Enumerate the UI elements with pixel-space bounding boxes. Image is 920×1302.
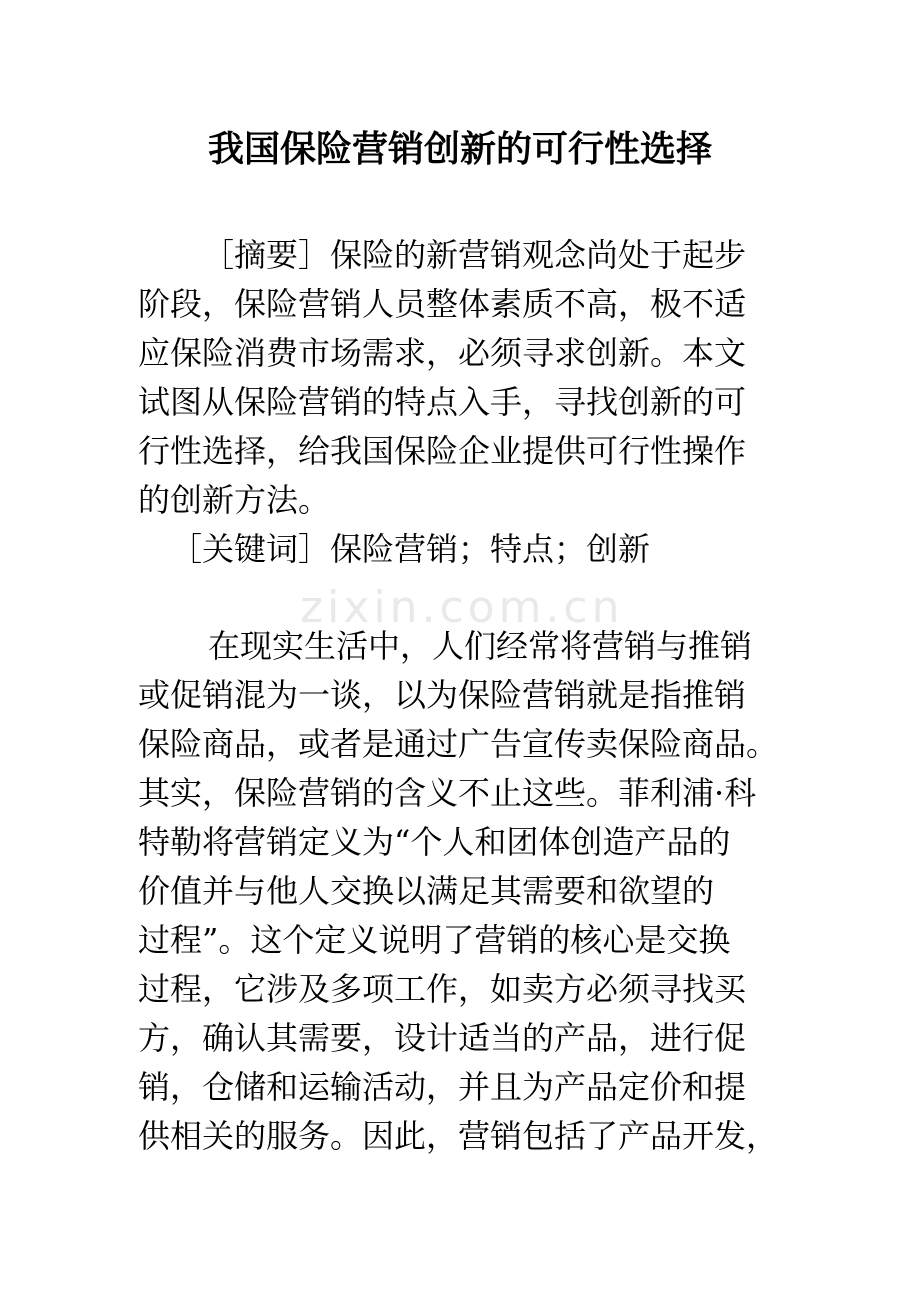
abstract-line: ［摘要］保险的新营销观念尚处于起步 — [202, 236, 747, 274]
document-title: 我国保险营销创新的可行性选择 — [207, 128, 712, 170]
body-line: 销，仓储和运输活动，并且为产品定价和提 — [138, 1068, 747, 1106]
body-line: 供相关的服务。因此，营销包括了产品开发， — [138, 1117, 779, 1155]
body-line: 方，确认其需要，设计适当的产品，进行促 — [138, 1019, 747, 1057]
body-line: 在现实生活中，人们经常将营销与推销 — [208, 627, 753, 665]
body-line: 保险商品，或者是通过广告宣传卖保险商品。 — [138, 725, 779, 763]
keywords-line: ［关键词］保险营销；特点；创新 — [170, 530, 651, 568]
body-line: 过程，它涉及多项工作，如卖方必须寻找买 — [138, 970, 747, 1008]
watermark-text: zixin.com.cn — [300, 582, 624, 633]
abstract-line: 应保险消费市场需求，必须寻求创新。本文 — [138, 334, 747, 372]
body-line: 价值并与他人交换以满足其需要和欲望的 — [138, 872, 715, 910]
abstract-line: 试图从保险营销的特点入手，寻找创新的可 — [138, 383, 747, 421]
abstract-line: 的创新方法。 — [138, 481, 331, 519]
body-line: 过程”。这个定义说明了营销的核心是交换 — [138, 921, 731, 959]
body-line: 或促销混为一谈，以为保险营销就是指推销 — [138, 676, 747, 714]
abstract-line: 阶段，保险营销人员整体素质不高，极不适 — [138, 285, 747, 323]
body-line: 特勒将营销定义为“个人和团体创造产品的 — [138, 823, 731, 861]
body-line: 其实，保险营销的含义不止这些。菲利浦·科 — [138, 774, 757, 812]
abstract-line: 行性选择，给我国保险企业提供可行性操作 — [138, 432, 747, 470]
